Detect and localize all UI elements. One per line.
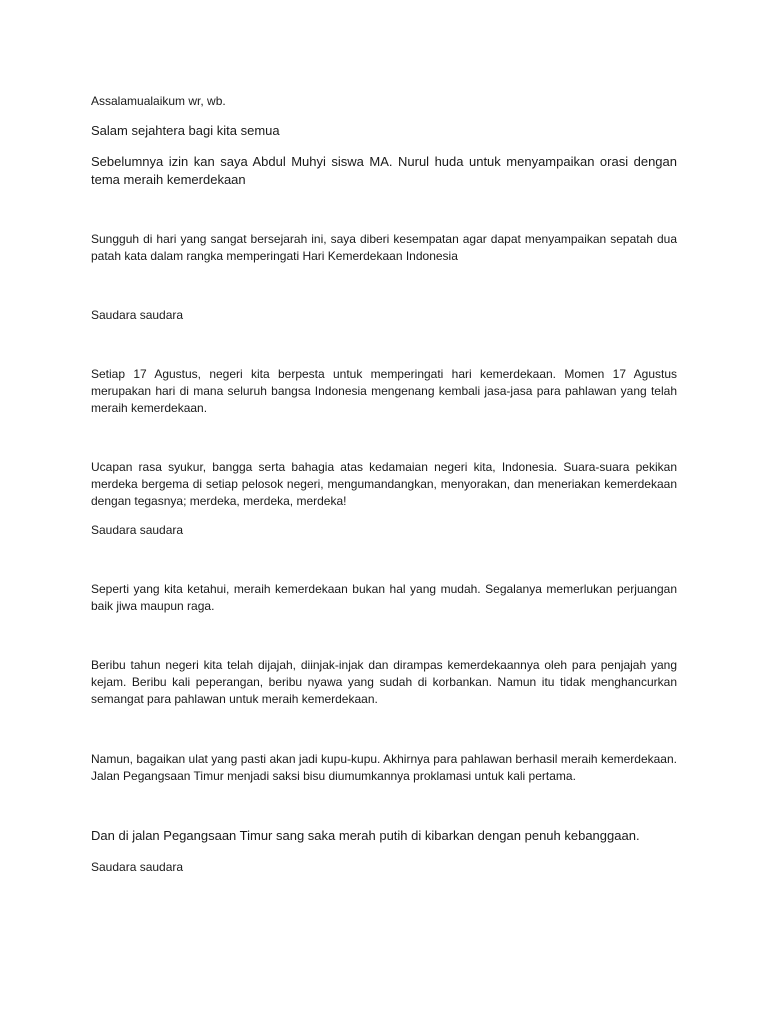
- address-line: Saudara saudara: [91, 308, 184, 322]
- paragraph-penjajahan: Beribu tahun negeri kita telah dijajah, diinjak-injak dan dirampas kemerdekaannya oleh para penjajah yang kejam. Beribu kali peperangan, beribu nyawa yang sudah di korbankan. Namun itu tidak menghancurkan semangat para pahlawan untuk meraih kemerdekaan.: [91, 658, 677, 706]
- introduction-paragraph: Sebelumnya izin kan saya Abdul Muhyi siswa MA. Nurul huda untuk menyampaikan orasi dengan tema meraih kemerdekaan: [91, 154, 677, 187]
- salutation: Salam sejahtera bagi kita semua: [91, 123, 280, 138]
- greeting: Assalamualaikum wr, wb.: [91, 94, 226, 108]
- paragraph-syukur: Ucapan rasa syukur, bangga serta bahagia atas kedamaian negeri kita, Indonesia. Suara-suara pekikan merdeka bergema di setiap pelosok negeri, mengumandangkan, menyorakan, dan meneriakan kemerdekaan dengan tegasnya; merdeka, merdeka, merdeka!: [91, 460, 677, 508]
- paragraph-17-agustus: Setiap 17 Agustus, negeri kita berpesta untuk memperingati hari kemerdekaan. Momen 17 Agustus merupakan hari di mana seluruh bangsa Indonesia mengenang kembali jasa-jasa para pahlawan yang telah meraih kemerdekaan.: [91, 367, 677, 415]
- paragraph-merah-putih: Dan di jalan Pegangsaan Timur sang saka merah putih di kibarkan dengan penuh kebanggaan.: [91, 828, 640, 843]
- address-line: Saudara saudara: [91, 523, 184, 537]
- paragraph-pegangsaan: Namun, bagaikan ulat yang pasti akan jadi kupu-kupu. Akhirnya para pahlawan berhasil meraih kemerdekaan. Jalan Pegangsaan Timur menjadi saksi bisu diumumkannya proklamasi untuk kali pertama.: [91, 752, 677, 783]
- address-line: Saudara saudara: [91, 860, 184, 874]
- paragraph-opening: Sungguh di hari yang sangat bersejarah ini, saya diberi kesempatan agar dapat menyampaikan sepatah dua patah kata dalam rangka memperingati Hari Kemerdekaan Indonesia: [91, 232, 677, 263]
- paragraph-perjuangan: Seperti yang kita ketahui, meraih kemerdekaan bukan hal yang mudah. Segalanya memerlukan perjuangan baik jiwa maupun raga.: [91, 582, 677, 613]
